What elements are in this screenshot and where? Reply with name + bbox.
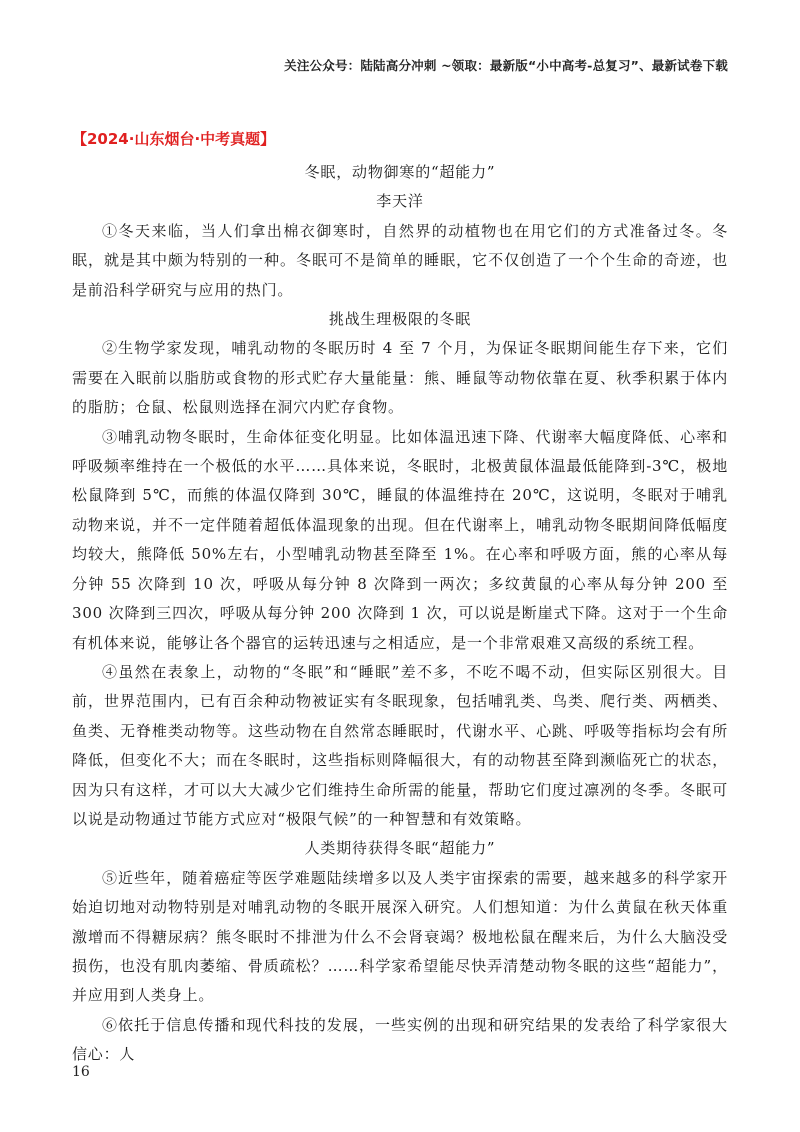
section-heading-2: 人类期待获得冬眠“超能力” (304, 839, 496, 858)
section-heading-1: 挑战生理极限的冬眠 (328, 310, 472, 329)
paragraph-4: ④虽然在表象上，动物的“冬眠”和“睡眠”差不多，不吃不喝不动，但实际区别很大。目前，世界范围内，已有百余种动物被证实有冬眠现象，包括哺乳类、鸟类、爬行类、两栖类、鱼类、无脊椎类动物等。这些动物在自然常态睡眠时，代谢水平、心跳、呼吸等指标均会有所降低，但变化不大；而在冬眠时，这些指标则降幅很大，有的动物甚至降到濒临死亡的状态，因为只有这样，才可以大大减少它们维持生命所需的能量，帮助它们度过凛冽的冬季。冬眠可以说是动物通过节能方式应对“极限气候”的一种智慧和有效策略。 (72, 662, 728, 828)
paragraph-2: ②生物学家发现，哺乳动物的冬眠历时 4 至 7 个月，为保证冬眠期间能生存下来，它们需要在入眠前以脂肪或食物的形式贮存大量能量：熊、睡鼠等动物依靠在夏、秋季积累于体内的脂肪；仓鼠、松鼠则选择在洞穴内贮存食物。 (72, 339, 728, 417)
article-author: 李天洋 (376, 192, 424, 211)
paragraph-6: ⑥依托于信息传播和现代科技的发展，一些实例的出现和研究结果的发表给了科学家很大信心：人 (72, 1015, 728, 1064)
article-title: 冬眠，动物御寒的“超能力” (304, 163, 496, 181)
paragraph-1: ①冬天来临，当人们拿出棉衣御寒时，自然界的动植物也在用它们的方式准备过冬。冬眠，就是其中颇为特别的一种。冬眠可不是简单的睡眠，它不仅创造了一个个生命的奇迹，也是前沿科学研究与应用的热门。 (72, 221, 728, 299)
paragraph-5: ⑤近些年，随着癌症等医学难题陆续增多以及人类宇宙探索的需要，越来越多的科学家开始迫切地对动物特别是对哺乳动物的冬眠开展深入研究。人们想知道：为什么黄鼠在秋天体重激增而不得糖尿病？熊冬眠时不排泄为什么不会肾衰竭？极地松鼠在醒来后，为什么大脑没受损伤，也没有肌肉萎缩、骨质疏松？……科学家希望能尽快弄清楚动物冬眠的这些“超能力”，并应用到人类身上。 (72, 868, 728, 1005)
article (72, 158, 728, 1070)
paragraph-3: ③哺乳动物冬眠时，生命体征变化明显。比如体温迅速下降、代谢率大幅度降低、心率和呼吸频率维持在一个极低的水平……具体来说，冬眠时，北极黄鼠体温最低能降到-3℃，极地松鼠降到 5℃，而熊的体温仅降到 30℃，睡鼠的体温维持在 20℃，这说明，冬眠对于哺乳动物来说，并不一定伴随着超低体温现象的出现。但在代谢率上，哺乳动物冬眠期间降低幅度均较大，熊降低 50%左右，小型哺乳动物甚至降至 1%。在心率和呼吸方面，熊的心率从每分钟 55 次降到 10 次，呼吸从每分钟 8 次降到一两次；多纹黄鼠的心率从每分钟 200 至 300 次降到三四次，呼吸从每分钟 200 次降到 1 次，可以说是断崖式下降。这对于一个生命有机体来说，能够让各个器官的运转迅速与之相适应，是一个非常艰难又高级的系统工程。 (72, 427, 728, 652)
page-number: 16 (72, 1064, 90, 1080)
source-tag: 【2024·山东烟台·中考真题】 (72, 130, 276, 148)
header-promo-note: 关注公众号：陆陆高分冲刺 ~领取：最新版“小中高考-总复习”、最新试卷下载 (284, 58, 728, 73)
